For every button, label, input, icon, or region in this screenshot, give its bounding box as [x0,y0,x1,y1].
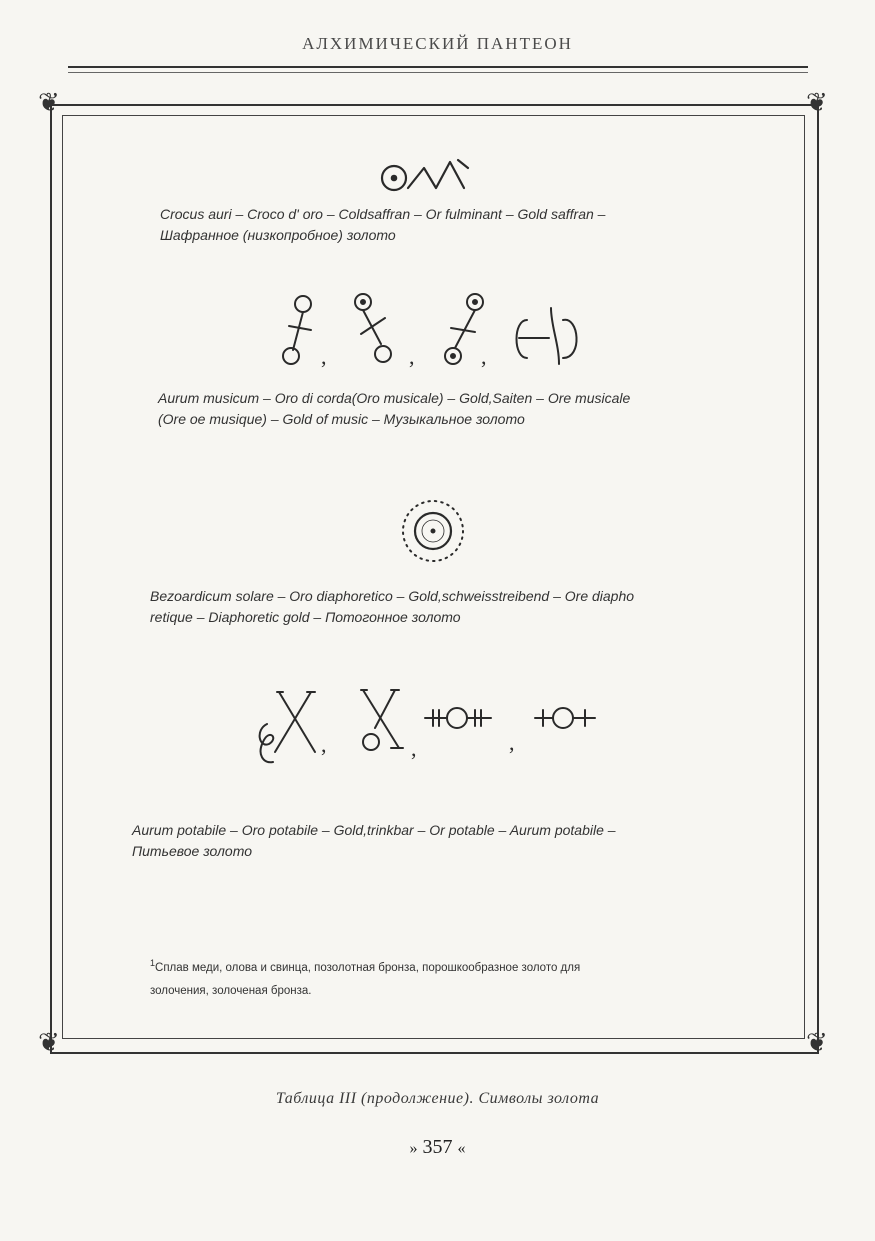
caption-line: Crocus auri – Croco d' oro – Coldsaffran – Or fulminant – Gold saffran – [160,206,606,222]
footnote-text: Сплав меди, олова и свинца, позолотная бронза, порошкообразное золото для [155,961,581,974]
crocus-auri-symbol-icon [378,152,488,202]
corner-ornament-icon: ❦ [806,1028,828,1057]
caption-aurum-potabile [132,820,616,862]
page-number-value: 357 [422,1136,453,1158]
inner-frame [62,115,805,1039]
footnote [150,952,730,1003]
page-number [0,1136,875,1159]
symbol-row-crocus-auri [62,152,803,202]
corner-ornament-icon: ❦ [38,1028,60,1057]
symbol-row-bezoardicum [62,496,803,566]
footnote-line: золочения, золоченая бронза. [150,984,312,997]
separator-comma: , [410,736,416,761]
footnote-line [150,952,730,980]
caption-bezoardicum [150,586,634,628]
aurum-potabile-symbols-icon [253,688,613,768]
header-rule-thin [68,72,808,73]
symbol-row-aurum-musicum [62,290,803,370]
dotted-sun-symbol-icon [398,496,468,566]
caption-line: Bezoardicum solare – Oro diaphoretico – Gold,schweisstreibend – Ore diapho [150,588,635,604]
table-caption: Таблица III (продолжение). Символы золота [275,1090,600,1107]
page-number-right-mark: « [457,1140,466,1157]
caption-crocus-auri [160,204,605,246]
caption-line: retique – Diaphoretic gold – Потогонное золото [150,609,461,625]
footnote-marker: 1 [150,958,156,968]
symbol-row-aurum-potabile [62,688,803,768]
aurum-musicum-symbols-icon [263,290,603,370]
separator-comma: , [320,344,326,369]
caption-line: Питьевое золото [132,843,253,859]
caption-line: Шафранное (низкопробное) золото [160,227,396,243]
caption-line: Aurum musicum – Oro di corda(Oro musicale) – Gold,Saiten – Ore musicale [158,390,631,406]
corner-ornament-icon: ❦ [806,88,828,117]
caption-line: Aurum potabile – Oro potabile – Gold,trinkbar – Or potable – Aurum potabile – [132,822,616,838]
corner-ornament-icon: ❦ [38,88,60,117]
separator-comma: , [508,730,514,755]
running-head: АЛХИМИЧЕСКИЙ ПАНТЕОН [302,34,573,53]
separator-comma: , [480,344,486,369]
caption-line: (Ore oe musique) – Gold of music – Музыкальное золото [158,411,525,427]
page-number-left-mark: » [409,1140,418,1157]
separator-comma: , [408,344,414,369]
separator-comma: , [320,732,326,757]
caption-aurum-musicum [158,388,630,430]
header-rule [68,66,808,68]
